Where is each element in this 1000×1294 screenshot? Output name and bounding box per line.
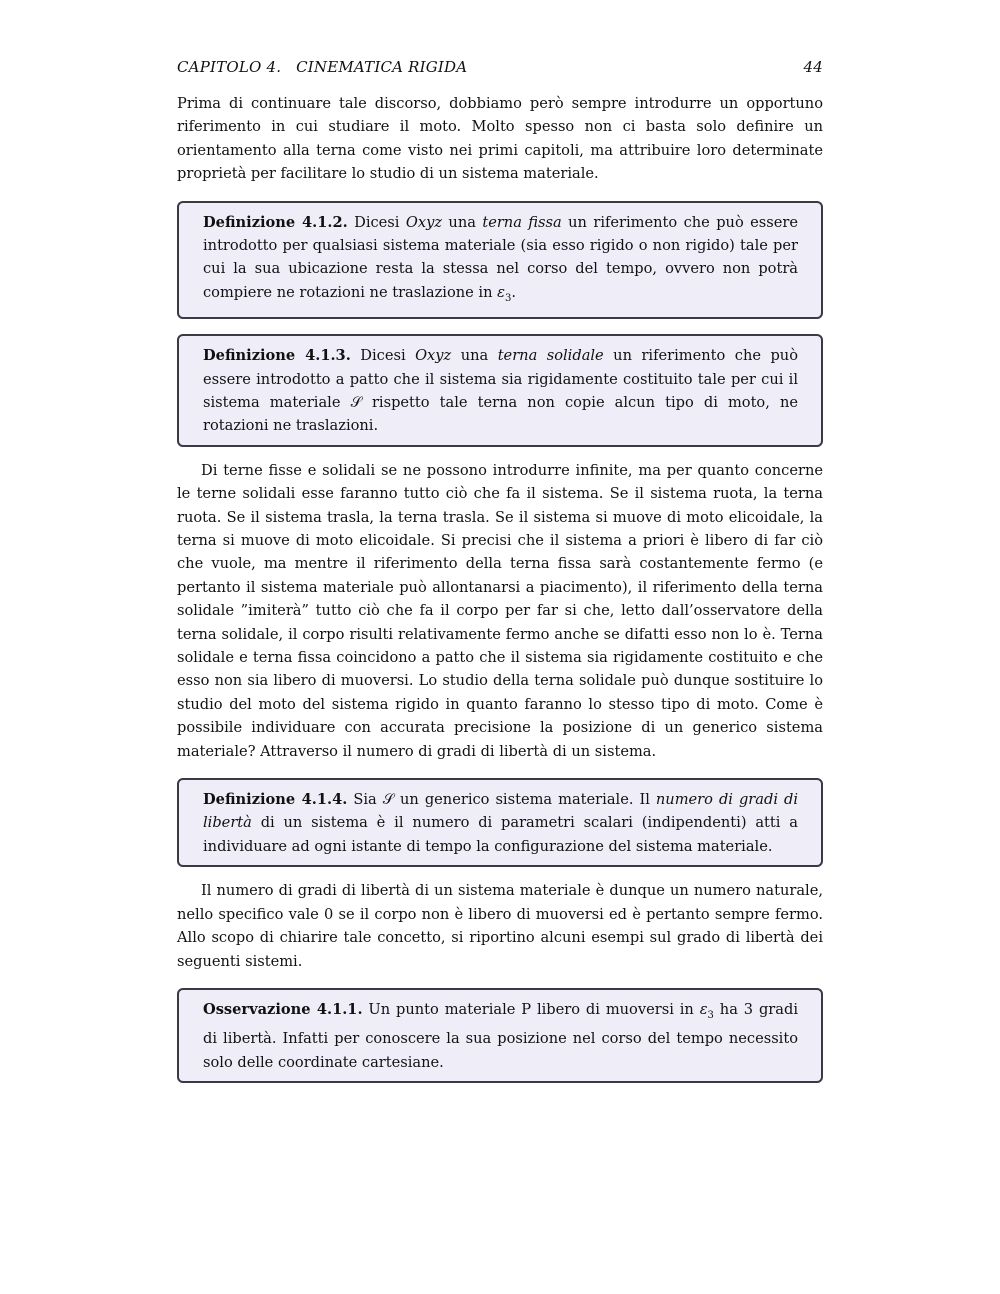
- defined-term: terna fissa: [482, 213, 562, 231]
- observation-4-1-1-text: Osservazione 4.1.1. Un punto materiale P libero di muoversi in $\varepsilon_3$ ha 3 gradi di libertà. Infatti per conoscere la sua posizione nel corso del tempo necessito solo delle coordinate cartesiane.: [203, 1000, 798, 1071]
- definition-4-1-2-text: Definizione 4.1.2. Dicesi Oxyz una terna fissa un riferimento che può essere introdotto per qualsiasi sistema materiale (sia esso rigido o non rigido) tale per cui la sua ubicazione resta la stessa nel corso del tempo, ovvero non potrà compiere ne rotazioni ne traslazione in $\varepsilon_3$.: [203, 213, 798, 304]
- math-subscript: 3: [505, 292, 512, 304]
- definition-label: Definizione 4.1.3.: [203, 347, 351, 365]
- observation-4-1-1-box: [177, 988, 823, 1083]
- definition-label: Definizione 4.1.2.: [203, 213, 348, 231]
- body-paragraph: Di terne fisse e solidali se ne possono introdurre infinite, ma per quanto concerne le terne solidali esse faranno tutto ciò che fa il sistema. Se il sistema ruota, la terna ruota. Se il sistema trasla, la terna trasla. Se il sistema si muove di moto elicoidale, la terna si muove di moto elicoidale. Si precisi che il sistema a priori è libero di far ciò che vuole, ma mentre il riferimento della terna fissa sarà costantemente fermo (e pertanto il sistema materiale può allontanarsi a piacimento), il riferimento della terna solidale ”imiterà” tutto ciò che fa il corpo per far si che, letto dall’osservatore della terna solidale, il corpo risulti relativamente fermo anche se difatti esso non lo è. Terna solidale e terna fissa coincidono a patto che il sistema sia rigidamente costituito e che esso non sia libero di muoversi. Lo studio della terna solidale può dunque sostituire lo studio del moto del sistema rigido in quanto faranno lo stesso tipo di moto. Come è possibile individuare con accurata precisione la posizione di un generico sistema materiale? Attraverso il numero di gradi di libertà di un sistema.: [177, 461, 823, 760]
- page-content: [177, 58, 823, 1095]
- defined-term: numero di gradi di libertà: [203, 791, 799, 832]
- intro-paragraph: Prima di continuare tale discorso, dobbiamo però sempre introdurre un opportuno riferimento in cui studiare il moto. Molto spesso non ci basta solo definire un orientamento alla terna come visto nei primi capitoli, ma attribuire loro determinate proprietà per facilitare lo studio di un sistema materiale.: [177, 95, 823, 183]
- chapter-title: CAPITOLO 4. CINEMATICA RIGIDA: [177, 58, 468, 76]
- math-symbol: ε: [699, 1000, 708, 1018]
- math-subscript: 3: [707, 1009, 714, 1021]
- observation-label: Osservazione 4.1.1.: [203, 1000, 363, 1018]
- definition-4-1-4-text: Definizione 4.1.4. Sia 𝒮 un generico sistema materiale. Il numero di gradi di libertà di un sistema è il numero di parametri scalari (indipendenti) atti a individuare ad ogni istante di tempo la configurazione del sistema materiale.: [203, 791, 799, 855]
- math-symbol: Oxyz: [415, 347, 452, 365]
- math-symbol: ε: [497, 283, 505, 301]
- definition-4-1-2-box: [177, 201, 823, 320]
- definition-label: Definizione 4.1.4.: [203, 791, 348, 809]
- math-symbol: 𝒮: [382, 791, 395, 809]
- definition-4-1-3-text: Definizione 4.1.3. Dicesi Oxyz una terna solidale un riferimento che può essere introdotto a patto che il sistema sia rigidamente costituito tale per cui il sistema materiale 𝒮 rispetto tale terna non copie alcun tipo di moto, ne rotazioni ne traslazioni.: [203, 347, 798, 435]
- definition-4-1-4-box: [177, 778, 823, 867]
- definition-4-1-3-box: [177, 334, 823, 447]
- math-symbol: 𝒮: [350, 393, 362, 411]
- body-paragraph: Il numero di gradi di libertà di un sistema materiale è dunque un numero naturale, nello specifico vale 0 se il corpo non è libero di muoversi ed è pertanto sempre fermo. Allo scopo di chiarire tale concetto, si riportino alcuni esempi sul grado di libertà dei seguenti sistemi.: [177, 882, 823, 970]
- running-header: [177, 58, 823, 88]
- defined-term: terna solidale: [497, 347, 604, 365]
- page-number: 44: [803, 58, 823, 76]
- math-symbol: Oxyz: [405, 213, 443, 231]
